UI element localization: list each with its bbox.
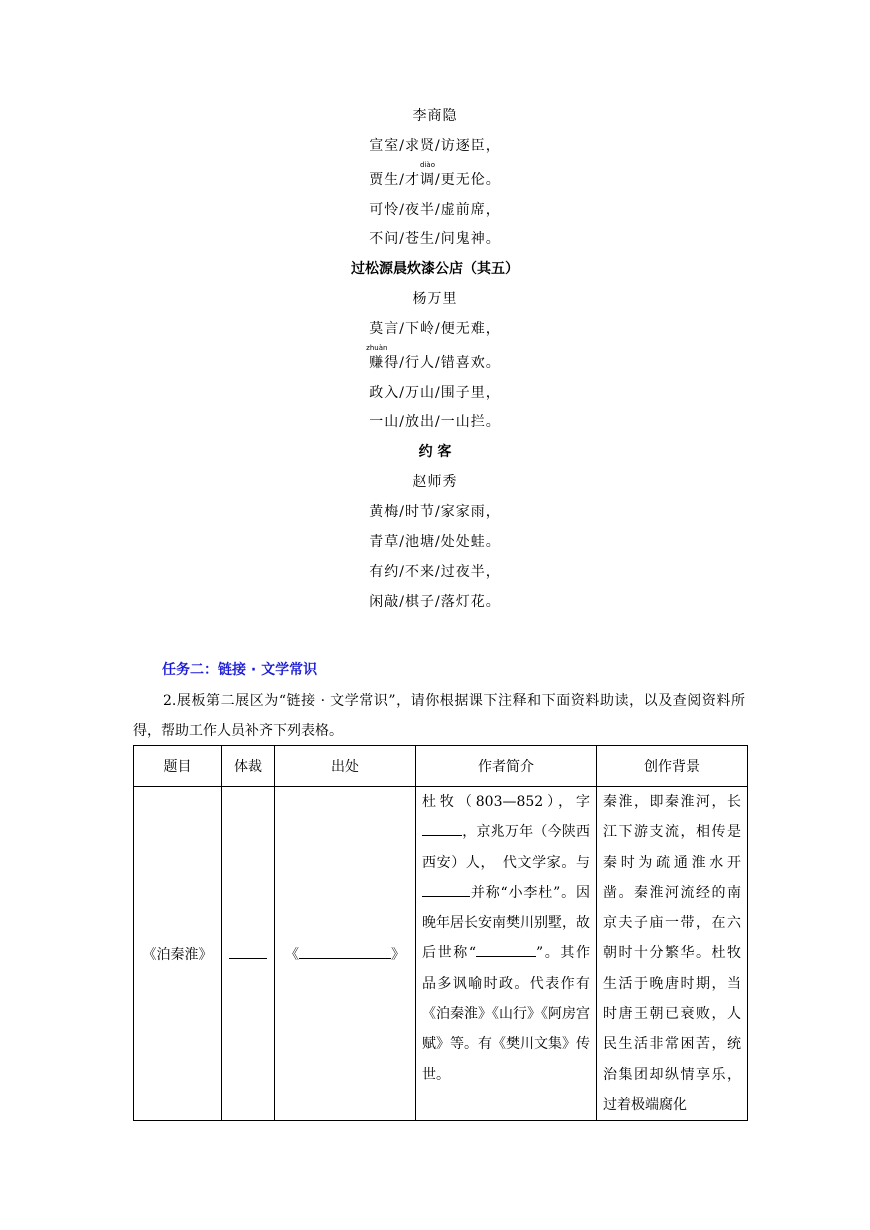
background-cell: 秦淮，即秦淮河，长江下游支流，相传是秦时为疏通淮水开凿。秦淮河流经的南京夫子庙一带，在六朝时十分繁华。杜牧生活于晚唐时期，当时唐王朝已衰败，人民生活非常困苦，统治集团却纵情享乐，过着极端腐化	[597, 787, 748, 1121]
author-intro-text: ”。其作品多讽喻时政。代表作有《泊秦淮》《山行》《阿房宫赋》等。有《樊川文集》传世。	[422, 945, 590, 1083]
poem2-line: 一山/放出/一山拦。	[369, 414, 501, 430]
poem1-line: 不问/苍生/问鬼神。	[369, 231, 501, 247]
author-intro-text: 并称“小李杜”。因晚年居长安南樊川别墅，故后世称“	[422, 884, 590, 962]
poem-title-cell: 《泊秦淮》	[134, 787, 222, 1121]
task-heading: 任务二：链接 · 文学常识	[162, 662, 318, 678]
poem2-line: 政入/万山/围子里，	[369, 385, 501, 401]
literature-table	[133, 745, 748, 1121]
genre-cell	[222, 787, 275, 1121]
book-mark-close: 》	[391, 946, 405, 963]
poem3-line: 有约/不来/过夜半，	[369, 564, 501, 580]
poem1-line: 宣室/求贤/访逐臣，	[369, 138, 501, 154]
poem3-author: 赵师秀	[412, 474, 458, 490]
pinyin-annotation: diào	[420, 161, 435, 169]
annotated-char	[366, 344, 388, 373]
table-header: 作者简介	[416, 746, 597, 787]
table-row	[134, 787, 748, 1121]
annotated-char-text: 赚	[369, 355, 385, 371]
poem2-line	[0, 344, 870, 373]
source-cell	[275, 787, 416, 1121]
annotated-char-text: 调	[420, 172, 435, 188]
table-header: 出处	[275, 746, 416, 787]
table-header: 题目	[134, 746, 222, 787]
poem3-line: 青草/池塘/处处蛙。	[369, 534, 501, 550]
author-intro-text: ，京兆万年（今陕西西安）人， 代文学家。与	[422, 824, 590, 871]
annotated-char	[420, 161, 435, 190]
pinyin-annotation: zhuàn	[366, 344, 388, 352]
poem1-line: 可怜/夜半/虚前席，	[369, 202, 501, 218]
author-intro-text: 杜牧（803—852），字	[422, 794, 590, 810]
task-instruction: 2.展板第二展区为“链接 · 文学常识”，请你根据课下注释和下面资料助读，以及查阅资料所得，帮助工作人员补齐下列表格。	[133, 693, 745, 739]
ruby-line-suffix: 得/行人/错喜欢。	[384, 355, 501, 371]
author-intro-cell	[416, 787, 597, 1121]
genre-blank[interactable]	[229, 944, 267, 959]
poem3-title: 约 客	[418, 444, 452, 460]
table-header: 创作背景	[597, 746, 748, 787]
source-blank[interactable]	[299, 944, 391, 959]
poem2-author: 杨万里	[412, 291, 458, 307]
ruby-line-suffix: /更无伦。	[435, 172, 501, 188]
poem2-line: 莫言/下岭/便无难，	[369, 321, 501, 337]
book-mark-open: 《	[285, 946, 299, 963]
courtesy-name-blank[interactable]	[422, 821, 462, 836]
poem2-title: 过松源晨炊漆公店（其五）	[351, 261, 519, 277]
table-header: 体裁	[222, 746, 275, 787]
poem3-line: 黄梅/时节/家家雨，	[369, 504, 501, 520]
poem1-author: 李商隐	[412, 108, 458, 124]
poem3-line: 闲敲/棋子/落灯花。	[369, 594, 501, 610]
alias-blank[interactable]	[476, 942, 536, 957]
peer-poet-blank[interactable]	[422, 882, 470, 897]
table-header-row	[134, 746, 748, 787]
poem1-line	[0, 161, 870, 190]
ruby-line-prefix: 贾生/才	[369, 172, 420, 188]
